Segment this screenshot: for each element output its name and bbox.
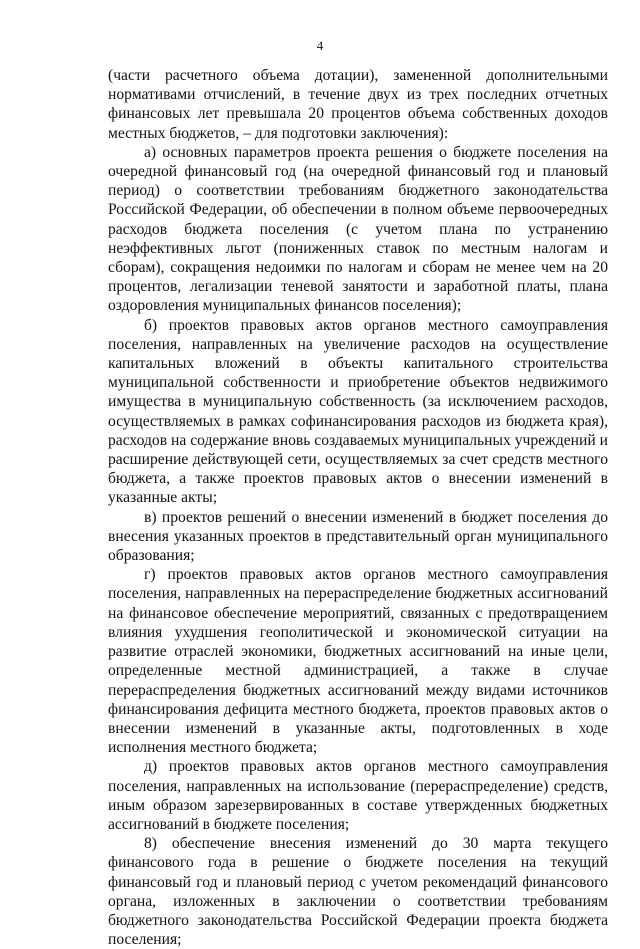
paragraph-item-8: 8) обеспечение внесения изменений до 30 марта текущего финансового года в решение о бюджете поселения на текущий финансовый год и плановый период с учетом рекомендаций финансового органа, изложенных в заключении о соответствии требованиям бюджетного законодательства Российской Федерации проекта бюджета поселения; [108,835,608,949]
paragraph-continuation: (части расчетного объема дотации), замененной дополнительными нормативами отчислений, в течение двух из трех последних отчетных финансовых лет превышала 20 процентов объема собственных доходов местных бюджетов, – для подготовки заключения): [108,67,608,142]
document-body [108,66,608,949]
paragraph-item-d: д) проектов правовых актов органов местного самоуправления поселения, направленных на использование (перераспределение) средств, иным образом зарезервированных в составе утвержденных бюджетных ассигнований в бюджете поселения; [108,758,608,833]
paragraph-item-g: г) проектов правовых актов органов местного самоуправления поселения, направленных на перераспределение бюджетных ассигнований на финансовое обеспечение мероприятий, связанных с предотвращением влияния ухудшения геополитической и экономической ситуации на развитие отраслей экономики, бюджетных ассигнований на иные цели, определенные местной администрацией, а также в случае перераспределения бюджетных ассигнований между видами источников финансирования дефицита местного бюджета, проектов правовых актов о внесении изменений в указанные акты, подготовленных в ходе исполнения местного бюджета; [108,566,608,757]
paragraph-item-a: а) основных параметров проекта решения о бюджете поселения на очередной финансовый год (на очередной финансовый год и плановый период) о соответствии требованиям бюджетного законодательства Российской Федерации, об обеспечении в полном объеме первоочередных расходов бюджета поселения (с учетом плана по устранению неэффективных льгот (пониженных ставок по местным налогам и сборам), сокращения недоимки по налогам и сборам не менее чем на 20 процентов, легализации теневой занятости и заработной платы, плана оздоровления муниципальных финансов поселения); [108,143,608,315]
paragraph-item-b: б) проектов правовых актов органов местного самоуправления поселения, направленных на увеличение расходов на осуществление капитальных вложений в объекты капитального строительства муниципальной собственности и приобретение объектов недвижимого имущества в муниципальную собственность (за исключением расходов, осуществляемых в рамках софинансирования расходов из бюджета края), расходов на содержание вновь создаваемых муниципальных учреждений и расширение действующей сети, осуществляемых за счет средств местного бюджета, а также проектов правовых актов о внесении изменений в указанные акты; [108,316,608,507]
page-number: 4 [316,38,324,53]
paragraph-item-v: в) проектов решений о внесении изменений в бюджет поселения до внесения указанных проектов в представительный орган муниципального образования; [108,508,608,565]
